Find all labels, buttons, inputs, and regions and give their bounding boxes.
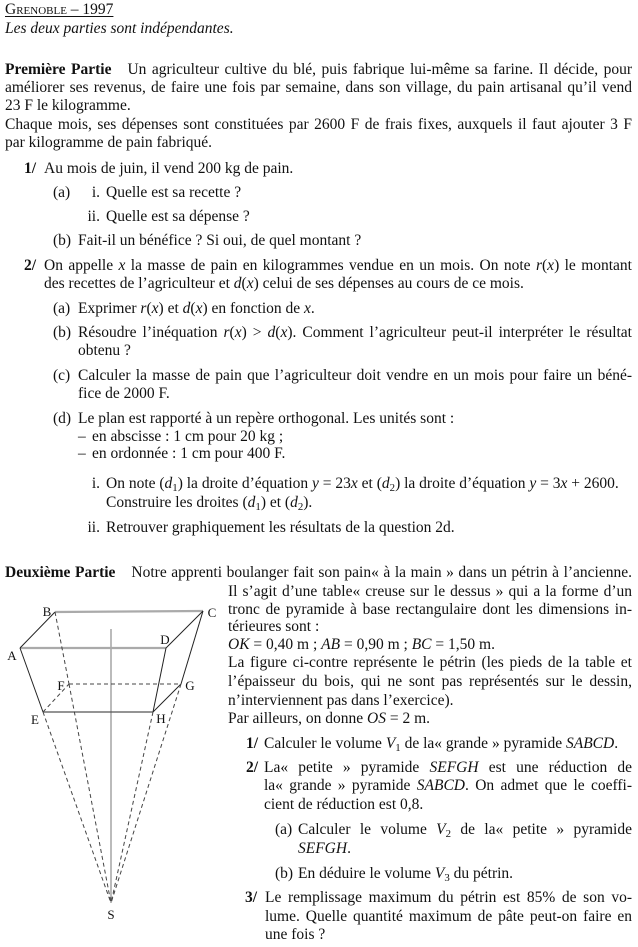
math-var: x (350, 475, 358, 492)
part2-text-line: l’épaisseur du bois, qui ne sont pas représentés sur le dessin, (228, 673, 632, 690)
math-subscript: 3 (444, 872, 450, 885)
math-var: d (182, 300, 191, 317)
intro-text: Notre apprenti boulanger fait son pain« à la main » dans un pétrin à l’ancienne. (131, 564, 632, 581)
part2-text-line: La figure ci-contre représente le pétrin (les pieds de la table et (228, 654, 632, 671)
subquestion-label: (b) (53, 324, 72, 341)
text-segment: En déduire le volume (298, 865, 435, 882)
part2-intro-line (5, 564, 632, 582)
item-text: Retrouver graphiquement les résultats de la question 2d. (106, 519, 455, 536)
text-segment: Construire les droites ( (106, 494, 248, 511)
math-var: r (140, 300, 147, 317)
text-segment: Calculer le volume (298, 821, 437, 838)
math-var: y (529, 475, 537, 492)
text-segment: ) > (241, 324, 268, 341)
subquestion-text (298, 865, 513, 883)
question-text-line: lume. Quelle quantité maximum de pâte peut-on faire en (265, 908, 632, 925)
question-text-line (44, 257, 632, 275)
text-segment: ( (229, 324, 235, 341)
text-segment: . On admet que le coeffi- (465, 777, 632, 794)
text-segment: ( (146, 300, 152, 317)
math-var: d (381, 475, 390, 492)
subquestion-text: Calculer la masse de pain que l’agriculteur doit vendre en un mois pour faire un béné- (78, 367, 632, 384)
math-var: SEFGH (298, 840, 348, 857)
part1-intro-line: par kilogramme de pain fabriqué. (5, 134, 213, 151)
math-var: OK (228, 636, 250, 653)
text-segment: ). Comment l’agriculteur peut-il interpréter le résultat (287, 324, 632, 341)
math-subscript: 1 (395, 742, 401, 755)
part1-intro-line: Chaque mois, ses dépenses sont constituées par 2600 F de frais fixes, auxquels il faut ajouter 3 F (5, 116, 632, 133)
subquestion-label: (a) (53, 300, 71, 317)
text-segment: est une réduction de (478, 759, 632, 776)
volume-symbol: V (436, 821, 446, 838)
vertex-label-f: F (57, 678, 65, 693)
part1-intro-line: 23 F le kilogramme. (5, 97, 131, 114)
exam-title: Grenoble – 1997 (5, 1, 114, 18)
os-line (228, 710, 430, 728)
vertex-label-e: E (31, 712, 39, 727)
item-text (106, 475, 619, 493)
math-var: x (560, 475, 568, 492)
question-text-line: une fois ? (265, 926, 326, 943)
math-var: d (290, 494, 298, 511)
text-segment: du pétrin. (449, 865, 514, 882)
text-segment: ( (241, 275, 247, 292)
question-number: 3/ (245, 889, 258, 906)
question-number: 1/ (24, 160, 37, 177)
text-segment: = 3 (536, 475, 561, 492)
math-var: SABCD (565, 735, 615, 752)
list-dash: – (78, 445, 86, 462)
text-segment: On appelle (44, 257, 119, 274)
subquestion-label: (a) (53, 184, 71, 201)
subquestion-text (298, 821, 632, 839)
math-var: x (195, 300, 203, 317)
item-text: Quelle est sa dépense ? (106, 208, 250, 225)
part1-heading: Première Partie (5, 61, 112, 78)
text-segment: = 23 (318, 475, 351, 492)
math-subscript: 2 (297, 501, 304, 514)
item-label: ii. (87, 208, 100, 225)
truncated-pyramid-figure (0, 595, 225, 925)
text-segment: ( (190, 300, 196, 317)
text-segment: Calculer le volume (264, 735, 386, 752)
edge-gs-hidden (111, 684, 181, 903)
math-var: d (233, 275, 242, 292)
edge-es-hidden (43, 712, 111, 903)
item-text: Quelle est sa recette ? (106, 184, 242, 201)
math-var: x (246, 275, 254, 292)
text-segment: On note ( (106, 475, 165, 492)
text-segment: la masse de pain en kilogrammes vendue en un mois. On note (125, 257, 536, 274)
vertex-label-b: B (42, 604, 52, 619)
edge-ef-hidden (43, 684, 69, 712)
edge-fs-hidden (69, 684, 111, 903)
math-var: x (234, 324, 242, 341)
list-dash: – (78, 428, 86, 445)
math-var: d (247, 494, 256, 511)
part2-heading: Deuxième Partie (5, 564, 116, 581)
text-segment: ) et (158, 300, 183, 317)
question-number: 2/ (24, 257, 37, 274)
edge-hs-hidden (111, 712, 153, 903)
question-text: Au mois de juin, il vend 200 kg de pain. (44, 160, 294, 177)
text-segment: = 0,90 m ; (340, 636, 412, 653)
subquestion-label: (b) (53, 232, 72, 249)
part2-text-line: térieures sont : (228, 618, 320, 635)
question-text-line: Le remplissage maximum du pétrin est 85% de son vo- (265, 889, 632, 906)
math-subscript: 2 (389, 482, 396, 495)
question-text-line (264, 777, 632, 795)
unit-item: en abscisse : 1 cm pour 20 kg ; (92, 428, 284, 445)
math-var: x (304, 300, 311, 317)
vertex-label-a: A (7, 648, 17, 663)
math-var: r (223, 324, 230, 341)
text-segment: ( (542, 257, 548, 274)
text-segment: . (347, 840, 351, 857)
subquestion-label: (d) (53, 410, 72, 427)
text-segment: . (614, 735, 619, 752)
vertex-label-c: C (207, 605, 217, 620)
subquestion-label: (c) (53, 367, 71, 384)
intro-text: Un agriculteur cultive du blé, puis fabrique lui-même sa farine. Il décide, pour (127, 61, 632, 78)
part1-intro-line: améliorer ses revenus, de faire une fois par semaine, dans son village, du pain artisanal qu’il vend (5, 79, 632, 96)
text-segment: ). (303, 494, 313, 511)
math-var: x (547, 257, 555, 274)
part2-text-line: tronc de pyramide à base rectangulaire dont les dimensions in- (228, 601, 632, 618)
text-segment: de la« grande » pyramide (400, 735, 566, 752)
text-segment: Exprimer (78, 300, 141, 317)
math-var: x (151, 300, 159, 317)
text-segment: + 2600. (567, 475, 619, 492)
math-var: x (280, 324, 288, 341)
item-label: i. (91, 184, 100, 201)
math-var: r (535, 257, 542, 274)
edge-dh (153, 648, 166, 712)
item-label: i. (91, 475, 100, 492)
math-var: BC (411, 636, 432, 653)
math-var: x (118, 257, 126, 274)
question-number: 2/ (246, 759, 259, 776)
subquestion-text: Le plan est rapporté à un repère orthogonal. Les unités sont : (78, 410, 455, 427)
question-number: 1/ (246, 735, 259, 752)
question-text-line (264, 759, 632, 777)
text-segment: ) le montant (554, 257, 632, 274)
text-segment: de la« petite » pyramide (451, 821, 632, 838)
subquestion-text (78, 324, 632, 342)
vertex-label-h: H (156, 711, 166, 726)
math-var: SABCD (416, 777, 465, 794)
subquestion-text: Fait-il un bénéfice ? Si oui, de quel montant ? (78, 232, 362, 249)
subquestion-label: (b) (275, 865, 294, 882)
volume-symbol: V (434, 865, 445, 882)
math-var: AB (321, 636, 341, 653)
vertex-label-g: G (185, 678, 195, 693)
text-segment: = 1,50 m. (431, 636, 495, 653)
vertex-label-d: D (160, 632, 170, 647)
text-segment: ( (275, 324, 281, 341)
text-segment: ) celui de ses dépenses au cours de ce mois. (253, 275, 524, 292)
dimensions-line (228, 636, 495, 654)
subquestion-text (298, 840, 351, 858)
math-var: d (164, 475, 173, 492)
text-segment: ) en fonction de (202, 300, 305, 317)
item-label: ii. (87, 519, 100, 536)
text-segment: des recettes de l’agriculteur et (44, 275, 234, 292)
text-segment: . (310, 300, 315, 317)
unit-item: en ordonnée : 1 cm pour 400 F. (92, 445, 286, 462)
part2-text-line: n’interviennent pas dans l’exercice). (228, 692, 454, 709)
volume-symbol: V (385, 735, 396, 752)
math-subscript: 1 (255, 501, 261, 514)
math-var: SEFGH (429, 759, 479, 776)
text-segment: ) la droite d’équation (177, 475, 313, 492)
math-subscript: 1 (172, 482, 178, 495)
part2-text-line: Il s’agit d’une table« creuse sur le dessus » qui a la forme d’un (228, 583, 632, 600)
text-segment: La« petite » pyramide (264, 759, 430, 776)
exam-subtitle: Les deux parties sont indépendantes. (5, 20, 234, 37)
subquestion-label: (a) (275, 821, 293, 838)
question-text-line (44, 275, 524, 293)
question-text-line: cient de réduction est 0,8. (264, 796, 424, 813)
question-text (264, 735, 618, 753)
math-subscript: 2 (445, 828, 452, 839)
text-segment: et ( (357, 475, 382, 492)
vertex-label-s: S (107, 907, 115, 922)
edge-bc (55, 611, 203, 612)
text-segment: Par ailleurs, on donne (228, 710, 368, 727)
math-var: y (312, 475, 319, 492)
subquestion-text (78, 300, 315, 318)
edge-ae (20, 648, 43, 712)
text-segment: = 2 m. (386, 710, 431, 727)
text-segment: ) la droite d’équation (395, 475, 530, 492)
text-segment: = 0,40 m ; (249, 636, 322, 653)
text-segment: la« grande » pyramide (264, 777, 417, 794)
item-text (106, 494, 312, 512)
part1-intro-line (5, 61, 632, 79)
math-var: OS (367, 710, 386, 727)
text-segment: Résoudre l’inéquation (78, 324, 224, 341)
subquestion-text: obtenu ? (78, 342, 131, 359)
subquestion-text: fice de 2000 F. (78, 385, 170, 402)
math-var: d (267, 324, 276, 341)
text-segment: ) et ( (260, 494, 291, 511)
